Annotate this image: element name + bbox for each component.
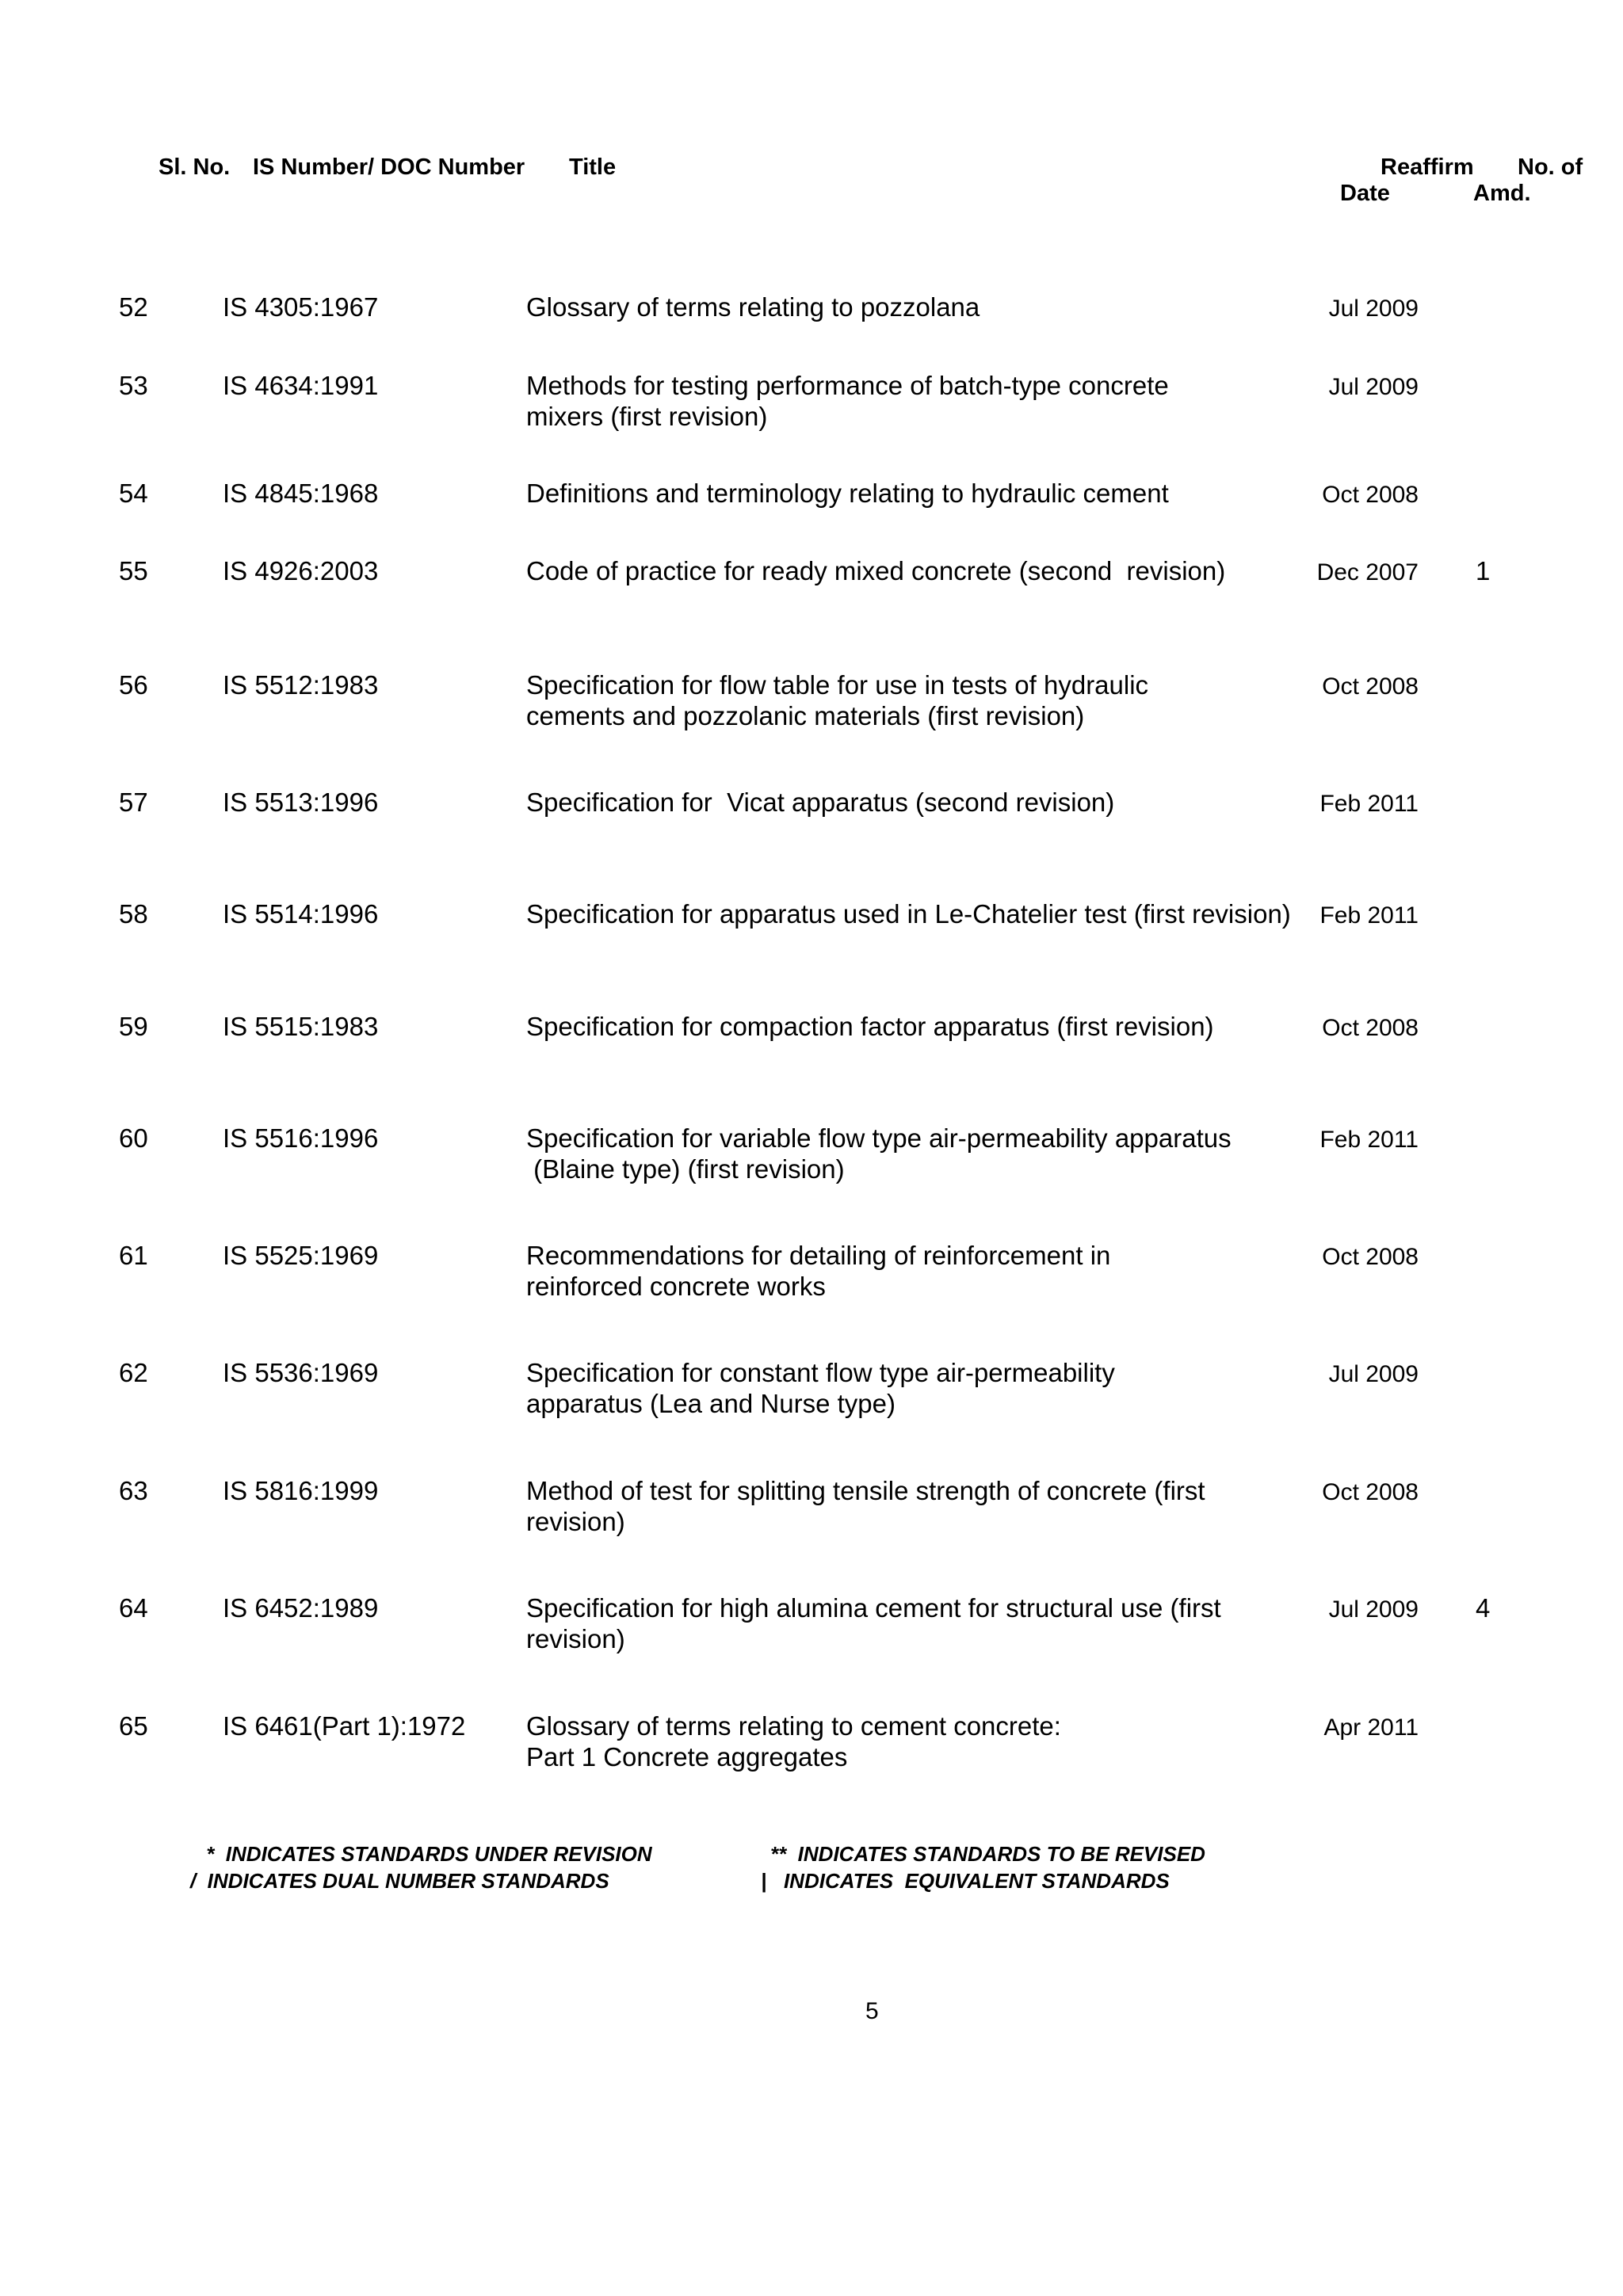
legend-dual-number: / INDICATES DUAL NUMBER STANDARDS [190, 1869, 609, 1893]
row-reaffirm-date: Oct 2008 [1322, 673, 1419, 700]
header-title: Title [569, 154, 617, 180]
row-reaffirm-date: Oct 2008 [1322, 1015, 1419, 1041]
legend-to-be-revised: ** INDICATES STANDARDS TO BE REVISED [770, 1842, 1205, 1866]
row-sl-no: 55 [119, 556, 148, 585]
row-title: Methods for testing performance of batch-type concrete mixers (first revision) [526, 371, 1169, 431]
header-date: Date [1340, 181, 1390, 206]
row-sl-no: 56 [119, 670, 148, 700]
row-reaffirm-date: Oct 2008 [1322, 1479, 1419, 1505]
row-title: Specification for variable flow type air-permeability apparatus (Blaine type) (first revision) [526, 1123, 1232, 1184]
row-title: Definitions and terminology relating to hydraulic cement [526, 479, 1169, 508]
page-number: 5 [865, 1998, 879, 2024]
header-amd: Amd. [1473, 181, 1531, 206]
row-is-number: IS 5513:1996 [223, 788, 379, 817]
row-title: Specification for flow table for use in tests of hydraulic cements and pozzolanic materials (first revision) [526, 670, 1149, 730]
row-sl-no: 65 [119, 1711, 148, 1741]
row-is-number: IS 4634:1991 [223, 371, 379, 400]
row-title: Specification for compaction factor apparatus (first revision) [526, 1012, 1214, 1041]
row-title: Specification for high alumina cement for structural use (first revision) [526, 1593, 1221, 1653]
row-sl-no: 52 [119, 292, 148, 322]
header-is-number: IS Number/ DOC Number [253, 154, 525, 180]
row-title: Recommendations for detailing of reinforcement in reinforced concrete works [526, 1241, 1111, 1301]
row-sl-no: 57 [119, 788, 148, 817]
row-is-number: IS 4305:1967 [223, 292, 379, 322]
row-reaffirm-date: Jul 2009 [1328, 1596, 1419, 1623]
header-no-of: No. of [1518, 154, 1583, 180]
row-amendments: 1 [1476, 556, 1491, 585]
row-is-number: IS 5514:1996 [223, 899, 379, 929]
row-reaffirm-date: Oct 2008 [1322, 1244, 1419, 1270]
row-reaffirm-date: Dec 2007 [1316, 559, 1419, 585]
row-title: Specification for constant flow type air-permeability apparatus (Lea and Nurse type) [526, 1358, 1115, 1418]
row-reaffirm-date: Feb 2011 [1319, 791, 1419, 817]
row-sl-no: 53 [119, 371, 148, 400]
row-reaffirm-date: Feb 2011 [1319, 1127, 1419, 1153]
row-sl-no: 63 [119, 1476, 148, 1505]
row-reaffirm-date: Oct 2008 [1322, 482, 1419, 508]
row-sl-no: 59 [119, 1012, 148, 1041]
row-is-number: IS 5536:1969 [223, 1358, 379, 1387]
row-reaffirm-date: Apr 2011 [1323, 1714, 1419, 1741]
row-is-number: IS 5525:1969 [223, 1241, 379, 1270]
row-title: Specification for apparatus used in Le-Chatelier test (first revision) [526, 899, 1291, 929]
row-sl-no: 64 [119, 1593, 148, 1623]
row-title: Method of test for splitting tensile strength of concrete (first revision) [526, 1476, 1205, 1536]
row-title: Glossary of terms relating to pozzolana [526, 292, 980, 322]
row-reaffirm-date: Jul 2009 [1328, 374, 1419, 400]
header-reaffirm: Reaffirm [1381, 154, 1474, 180]
row-title: Specification for Vicat apparatus (second revision) [526, 788, 1115, 817]
header-sl-no: Sl. No. [158, 154, 231, 180]
row-title: Glossary of terms relating to cement concrete: Part 1 Concrete aggregates [526, 1711, 1061, 1772]
row-sl-no: 54 [119, 479, 148, 508]
row-is-number: IS 6452:1989 [223, 1593, 379, 1623]
row-is-number: IS 4845:1968 [223, 479, 379, 508]
row-sl-no: 61 [119, 1241, 148, 1270]
row-sl-no: 58 [119, 899, 148, 929]
legend-under-revision: * INDICATES STANDARDS UNDER REVISION [200, 1842, 652, 1866]
row-is-number: IS 5512:1983 [223, 670, 379, 700]
row-is-number: IS 4926:2003 [223, 556, 379, 585]
row-title: Code of practice for ready mixed concrete (second revision) [526, 556, 1226, 585]
row-reaffirm-date: Jul 2009 [1328, 1361, 1419, 1387]
legend-equivalent: | INDICATES EQUIVALENT STANDARDS [761, 1869, 1170, 1893]
row-is-number: IS 6461(Part 1):1972 [223, 1711, 466, 1741]
row-is-number: IS 5516:1996 [223, 1123, 379, 1153]
row-reaffirm-date: Feb 2011 [1319, 902, 1419, 929]
row-amendments: 4 [1476, 1593, 1491, 1623]
row-is-number: IS 5816:1999 [223, 1476, 379, 1505]
row-reaffirm-date: Jul 2009 [1328, 296, 1419, 322]
row-sl-no: 60 [119, 1123, 148, 1153]
row-sl-no: 62 [119, 1358, 148, 1387]
row-is-number: IS 5515:1983 [223, 1012, 379, 1041]
